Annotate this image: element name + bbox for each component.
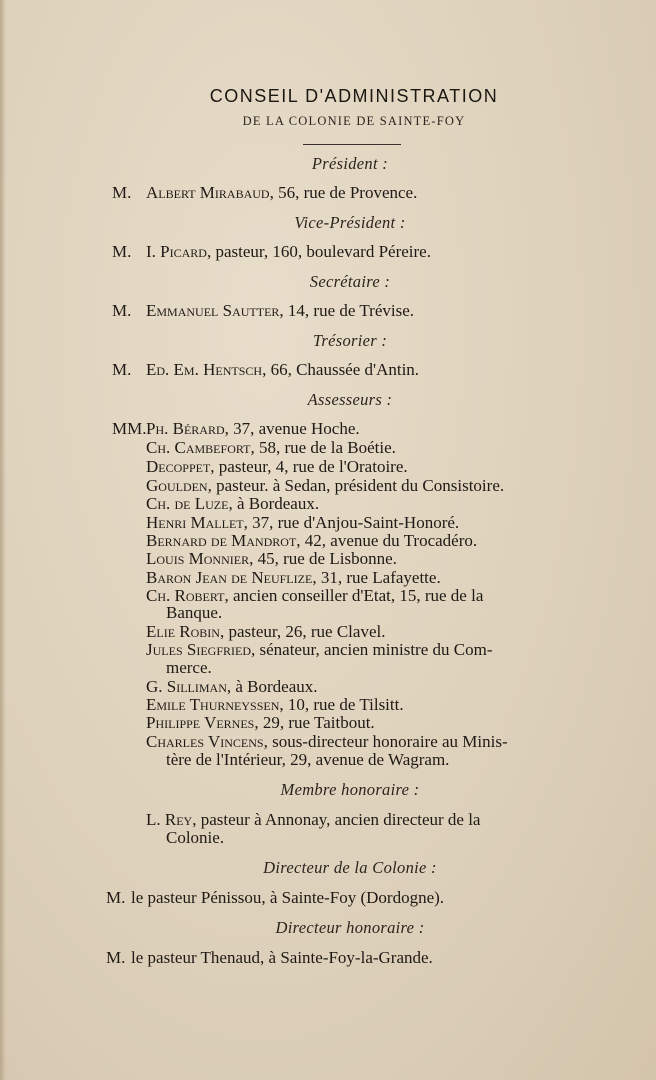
heading-directeur: Directeur de la Colonie :: [263, 858, 437, 877]
assesseur-entry: [146, 732, 508, 752]
entry-name: Jules Siegfried: [146, 640, 251, 659]
entry-detail: , sénateur, ancien ministre du Com-: [250, 640, 493, 659]
entry-detail: , 37, rue d'Anjou-Saint-Honoré.: [243, 513, 460, 532]
entry-name: Elie Robin: [146, 622, 220, 641]
entry-detail: , 10, rue de Tilsitt.: [279, 695, 404, 714]
assesseur-entry: [146, 568, 441, 588]
entry-name: Philippe Vernes: [146, 713, 255, 732]
entry-detail: , pasteur, 160, boulevard Péreire.: [206, 242, 431, 261]
assesseur-entry: [146, 513, 459, 533]
assesseur-entry: [146, 713, 375, 733]
entry-continuation: tère de l'Intérieur, 29, avenue de Wagram.: [166, 750, 450, 769]
entry-detail: , à Bordeaux.: [226, 677, 318, 696]
entry-prefix: M.: [112, 242, 132, 261]
entry-detail: , 42, avenue du Trocadéro.: [296, 531, 478, 550]
heading-president: Président :: [311, 154, 389, 173]
entry-name: Ch. de Luze: [146, 494, 229, 513]
heading-tresorier: Trésorier :: [312, 331, 388, 350]
entry-detail: , pasteur. à Sedan, président du Consistoire.: [207, 476, 505, 495]
heading-directeur-honoraire: Directeur honoraire :: [275, 918, 425, 937]
entry-detail: le pasteur Thenaud, à Sainte-Foy-la-Grande.: [131, 948, 433, 967]
assesseur-entry: [146, 494, 319, 514]
entry-prefix: M.: [112, 301, 132, 320]
entry-prefix: MM.: [112, 419, 147, 438]
entry-prefix: M.: [106, 948, 126, 967]
entry-detail: , à Bordeaux.: [228, 494, 320, 513]
assesseur-entry: [146, 476, 504, 496]
entry-detail: , 14, rue de Trévise.: [279, 301, 414, 320]
assesseur-entry: [146, 438, 396, 458]
page-title: CONSEIL D'ADMINISTRATION: [209, 86, 499, 106]
entry-continuation: merce.: [166, 658, 212, 677]
entry-detail: , pasteur, 26, rue Clavel.: [219, 622, 386, 641]
entry-detail: le pasteur Pénissou, à Sainte-Foy (Dordogne).: [131, 888, 445, 907]
entry-detail: , ancien conseiller d'Etat, 15, rue de la: [224, 586, 484, 605]
entry-name: L. Rey: [146, 810, 193, 829]
assesseur-entry: [146, 419, 360, 439]
assesseur-entry: [146, 677, 318, 697]
entry-continuation: Colonie.: [166, 828, 225, 847]
heading-membre-honoraire: Membre honoraire :: [280, 780, 420, 799]
assesseur-entry: [146, 695, 404, 715]
entry-name: I. Picard: [146, 242, 207, 261]
page-subtitle: DE LA COLONIE DE SAINTE-FOY: [242, 114, 466, 128]
heading-secretaire: Secrétaire :: [309, 272, 391, 291]
entry-detail: , 37, avenue Hoche.: [224, 419, 360, 438]
entry-prefix: M.: [112, 183, 132, 202]
entry-detail: , sous-directeur honoraire au Minis-: [263, 732, 508, 751]
entry-name: G. Silliman: [146, 677, 227, 696]
assesseur-entry: [146, 622, 385, 642]
entry-detail: , 58, rue de la Boétie.: [250, 438, 396, 457]
entry-name: Albert Mirabaud: [146, 183, 270, 202]
entry-detail: , 29, rue Taitbout.: [254, 713, 375, 732]
heading-assesseurs: Assesseurs :: [307, 390, 393, 409]
entry-detail: , pasteur à Annonay, ancien directeur de la: [192, 810, 481, 829]
entry-name: Bernard de Mandrot: [146, 531, 297, 550]
entry-name: Charles Vincens: [146, 732, 264, 751]
entry-name: Henri Mallet: [146, 513, 244, 532]
entry-continuation: Banque.: [166, 603, 223, 622]
entry-name: Ch. Cambefort: [146, 438, 251, 457]
entry-detail: , 66, Chaussée d'Antin.: [262, 360, 420, 379]
entry-name: Louis Monnier: [146, 549, 250, 568]
entry-detail: , 45, rue de Lisbonne.: [249, 549, 397, 568]
assesseur-entry: [146, 640, 493, 660]
entry-prefix: M.: [106, 888, 126, 907]
entry-prefix: M.: [112, 360, 132, 379]
assesseur-entry: [146, 531, 477, 551]
entry-name: Baron Jean de Neuflize: [146, 568, 313, 587]
entry-name: Emile Thurneyssen: [146, 695, 280, 714]
entry-detail: , pasteur, 4, rue de l'Oratoire.: [210, 457, 408, 476]
entry-name: Decoppet: [146, 457, 211, 476]
assesseur-entry: [146, 549, 397, 569]
assesseur-entry: [146, 457, 408, 477]
entry-name: Emmanuel Sautter: [146, 301, 280, 320]
entry-detail: , 31, rue Lafayette.: [312, 568, 441, 587]
entry-name: Ch. Robert: [146, 586, 225, 605]
title-rule: [303, 144, 401, 145]
entry-membre-honoraire: [146, 810, 480, 830]
heading-vice-president: Vice-Président :: [294, 213, 406, 232]
entry-name: Goulden: [146, 476, 208, 495]
entry-name: Ph. Bérard: [146, 419, 225, 438]
entry-name: Ed. Em. Hentsch: [146, 360, 263, 379]
entry-detail: , 56, rue de Provence.: [269, 183, 418, 202]
